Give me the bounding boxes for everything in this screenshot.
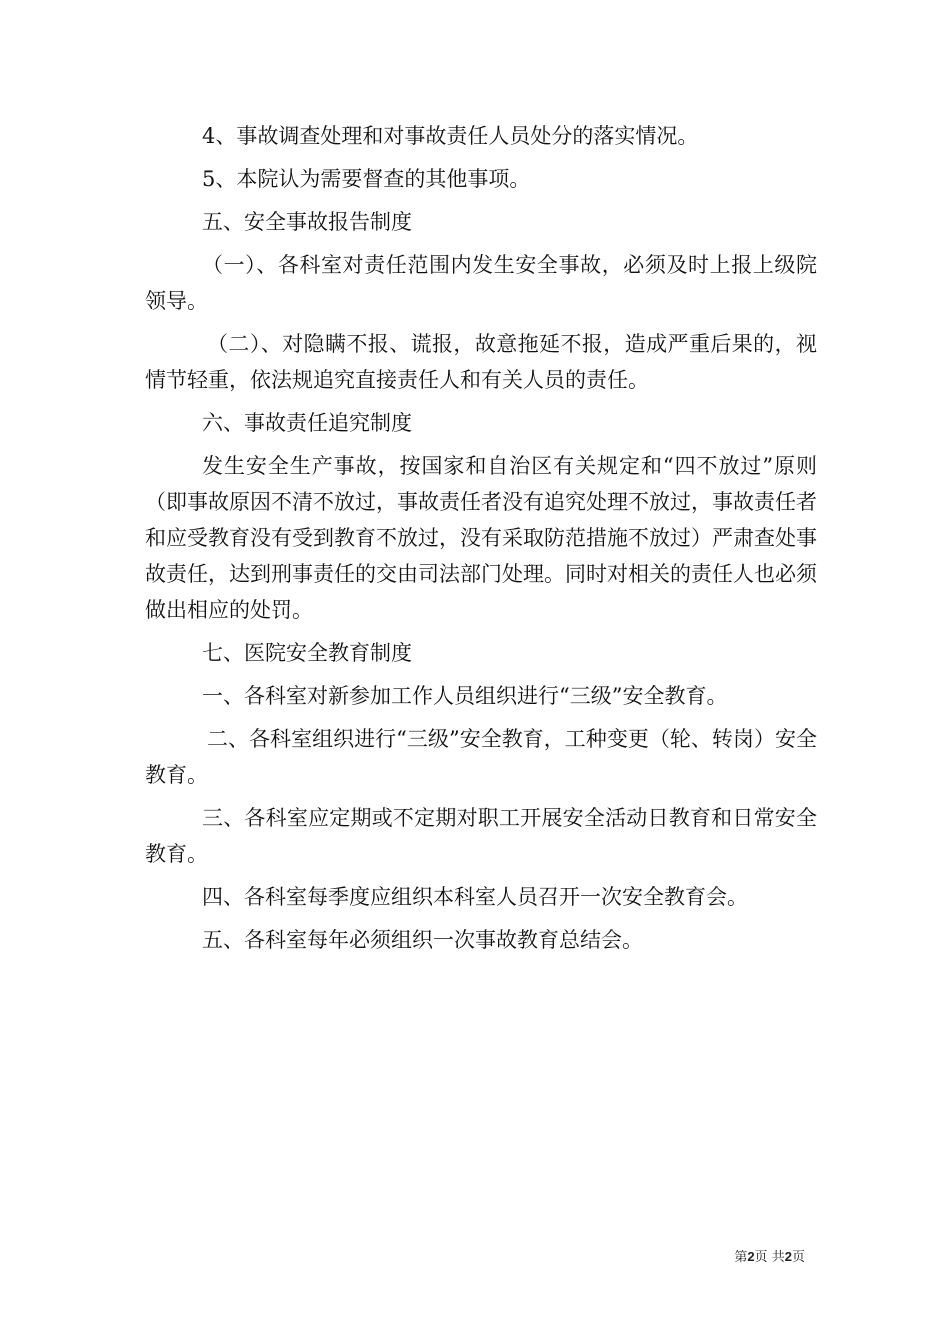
paragraph-report-2: （二）、对隐瞒不报、谎报，故意拖延不报，造成严重后果的，视情节轻重，依法规追究直接责任人和有关人员的责任。 [145, 332, 817, 392]
page-middle: 页 共 [754, 1250, 785, 1265]
page-number-footer [734, 1248, 805, 1267]
page-prefix: 第 [734, 1250, 748, 1265]
paragraph-report-1: （一）、各科室对责任范围内发生安全事故，必须及时上报上级院领导。 [145, 253, 817, 313]
paragraph-item-5: 5、本院认为需要督查的其他事项。 [202, 167, 531, 191]
section-heading-safety-education: 七、医院安全教育制度 [202, 641, 412, 665]
section-heading-accident-report: 五、安全事故报告制度 [202, 210, 412, 234]
current-page-number: 2 [747, 1249, 755, 1264]
paragraph-item-4: 4、事故调查处理和对事故责任人员处分的落实情况。 [202, 124, 699, 148]
paragraph-accountability: 发生安全生产事故，按国家和自治区有关规定和“四不放过”原则（即事故原因不清不放过，事故责任者没有追究处理不放过，事故责任者和应受教育没有受到教育不放过，没有采取防范措施不放过）严肃查处事故责任，达到刑事责任的交由司法部门处理。同时对相关的责任人也必须做出相应的处罚。 [145, 454, 817, 622]
paragraph-education-5: 五、各科室每年必须组织一次事故教育总结会。 [202, 928, 643, 952]
total-page-number: 2 [784, 1249, 792, 1264]
page-suffix: 页 [791, 1250, 805, 1265]
paragraph-education-3: 三、各科室应定期或不定期对职工开展安全活动日教育和日常安全教育。 [145, 806, 817, 866]
document-body [145, 118, 817, 965]
paragraph-education-2: 二、各科室组织进行“三级”安全教育，工种变更（轮、转岗）安全教育。 [145, 727, 817, 787]
paragraph-education-4: 四、各科室每季度应组织本科室人员召开一次安全教育会。 [202, 885, 748, 909]
paragraph-education-1: 一、各科室对新参加工作人员组织进行“三级”安全教育。 [202, 684, 728, 708]
section-heading-accountability: 六、事故责任追究制度 [202, 411, 412, 435]
